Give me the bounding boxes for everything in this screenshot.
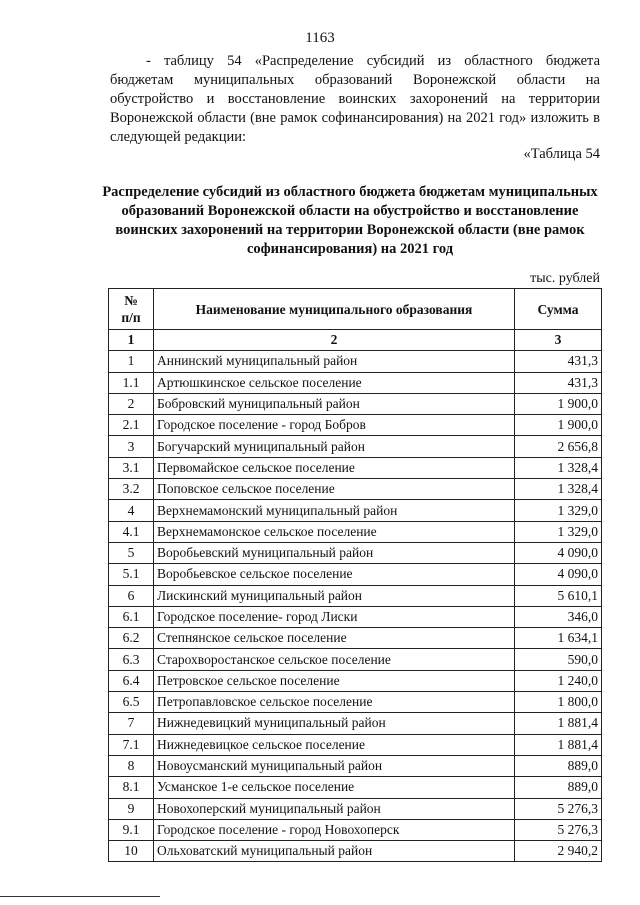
row-name: Верхнемамонское сельское поселение [154,521,515,542]
table-row [109,798,602,819]
row-name: Воробьевское сельское поселение [154,564,515,585]
row-sum: 346,0 [515,606,602,627]
row-sum: 1 329,0 [515,521,602,542]
row-name: Ольховатский муниципальный район [154,841,515,862]
header-number: № п/п [109,289,154,330]
table-row [109,606,602,627]
row-number: 3.2 [109,479,154,500]
table-row [109,777,602,798]
row-number: 7 [109,713,154,734]
row-name: Городское поселение- город Лиски [154,606,515,627]
header-sum: Сумма [515,289,602,330]
row-name: Нижнедевицкий муниципальный район [154,713,515,734]
row-name: Новохоперский муниципальный район [154,798,515,819]
row-name: Петровское сельское поселение [154,670,515,691]
row-number: 6.2 [109,628,154,649]
row-sum: 1 800,0 [515,692,602,713]
row-number: 6.5 [109,692,154,713]
table-row [109,819,602,840]
row-sum: 590,0 [515,649,602,670]
table-row [109,628,602,649]
row-number: 2 [109,393,154,414]
table-row [109,734,602,755]
table-row [109,521,602,542]
table-row [109,713,602,734]
units-label: тыс. рублей [530,271,600,286]
row-number: 5.1 [109,564,154,585]
table-row [109,457,602,478]
table-row [109,670,602,691]
row-name: Аннинский муниципальный район [154,351,515,372]
row-number: 9.1 [109,819,154,840]
row-name: Богучарский муниципальный район [154,436,515,457]
row-sum: 5 610,1 [515,585,602,606]
row-name: Старохворостанское сельское поселение [154,649,515,670]
row-number: 2.1 [109,415,154,436]
row-sum: 889,0 [515,755,602,776]
row-sum: 431,3 [515,372,602,393]
index-cell: 3 [515,330,602,351]
row-number: 9 [109,798,154,819]
row-number: 10 [109,841,154,862]
table-row [109,755,602,776]
table-row [109,500,602,521]
row-name: Первомайское сельское поселение [154,457,515,478]
row-number: 8.1 [109,777,154,798]
row-name: Усманское 1-е сельское поселение [154,777,515,798]
row-name: Артюшкинское сельское поселение [154,372,515,393]
row-sum: 1 881,4 [515,713,602,734]
row-number: 3.1 [109,457,154,478]
index-cell: 1 [109,330,154,351]
table-row [109,436,602,457]
table-row [109,415,602,436]
row-number: 6.1 [109,606,154,627]
table-body [109,351,602,862]
row-name: Нижнедевицкое сельское поселение [154,734,515,755]
table-row [109,351,602,372]
header-name: Наименование муниципального образования [154,289,515,330]
row-name: Городское поселение - город Бобров [154,415,515,436]
row-sum: 5 276,3 [515,798,602,819]
row-number: 5 [109,542,154,563]
table-row [109,479,602,500]
intro-paragraph [110,52,600,147]
row-sum: 1 328,4 [515,457,602,478]
row-sum: 1 240,0 [515,670,602,691]
table-row [109,841,602,862]
row-sum: 2 940,2 [515,841,602,862]
row-number: 6.3 [109,649,154,670]
table-reference: «Таблица 54 [523,146,600,162]
row-sum: 5 276,3 [515,819,602,840]
intro-text: - таблицу 54 «Распределение субсидий из областного бюджета бюджетам муниципальных образований Воронежской области на обустройство и восстановление воинских захоронений на территории Воронежской области (вне рамок софинансирования) на 2021 год» изложить в следующей редакции: [110,53,600,145]
row-sum: 431,3 [515,351,602,372]
index-cell: 2 [154,330,515,351]
row-sum: 1 634,1 [515,628,602,649]
row-number: 6.4 [109,670,154,691]
row-name: Поповское сельское поселение [154,479,515,500]
row-name: Воробьевский муниципальный район [154,542,515,563]
row-name: Лискинский муниципальный район [154,585,515,606]
table-row [109,649,602,670]
row-sum: 4 090,0 [515,564,602,585]
table-header-row [109,289,602,330]
row-sum: 1 328,4 [515,479,602,500]
row-number: 7.1 [109,734,154,755]
table-row [109,564,602,585]
table-title: Распределение субсидий из областного бюджета бюджетам муниципальных образований Воронежской области на обустройство и восстановление воинских захоронений на территории Воронежской области (вне рамок софинансирования) на 2021 год [102,184,598,257]
row-sum: 1 900,0 [515,415,602,436]
subsidy-table [108,288,602,862]
row-sum: 889,0 [515,777,602,798]
row-number: 4.1 [109,521,154,542]
page-number: 1163 [305,30,335,46]
footnote-divider [0,896,160,897]
row-sum: 1 900,0 [515,393,602,414]
row-number: 3 [109,436,154,457]
row-number: 1 [109,351,154,372]
row-name: Новоусманский муниципальный район [154,755,515,776]
row-name: Степнянское сельское поселение [154,628,515,649]
row-sum: 4 090,0 [515,542,602,563]
row-sum: 1 329,0 [515,500,602,521]
table-row [109,393,602,414]
row-number: 4 [109,500,154,521]
row-sum: 2 656,8 [515,436,602,457]
row-name: Городское поселение - город Новохоперск [154,819,515,840]
row-number: 1.1 [109,372,154,393]
table-row [109,372,602,393]
row-number: 6 [109,585,154,606]
row-sum: 1 881,4 [515,734,602,755]
row-name: Бобровский муниципальный район [154,393,515,414]
table-row [109,585,602,606]
row-name: Петропавловское сельское поселение [154,692,515,713]
row-number: 8 [109,755,154,776]
table-index-row [109,330,602,351]
row-name: Верхнемамонский муниципальный район [154,500,515,521]
table-row [109,692,602,713]
table-row [109,542,602,563]
